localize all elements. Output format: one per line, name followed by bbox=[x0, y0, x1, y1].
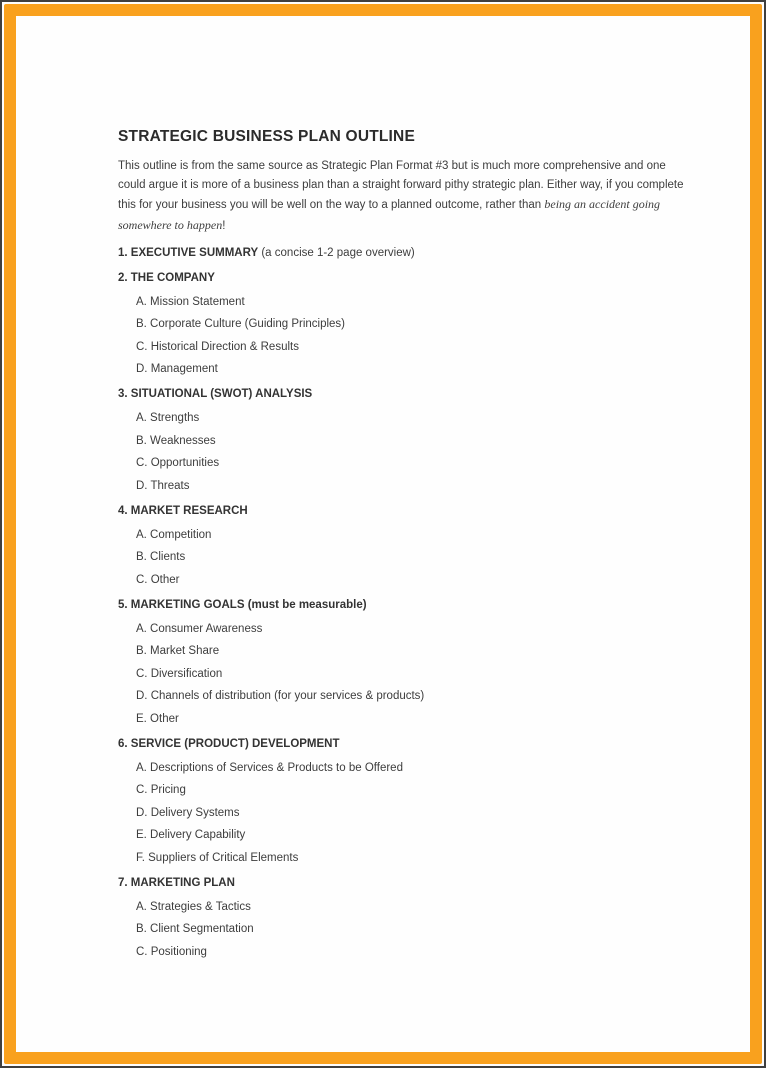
section-heading-label: 5. MARKETING GOALS (must be measurable) bbox=[118, 598, 367, 611]
intro-exclamation: ! bbox=[222, 219, 226, 232]
section-items bbox=[136, 622, 690, 727]
outline-item: A. Competition bbox=[136, 528, 212, 541]
orange-border-frame bbox=[4, 4, 762, 1064]
section-heading-label: 1. EXECUTIVE SUMMARY bbox=[118, 246, 259, 259]
section-heading bbox=[118, 387, 690, 402]
section-heading bbox=[118, 598, 690, 613]
outline-item: C. Pricing bbox=[136, 784, 186, 797]
section-items bbox=[136, 295, 690, 378]
intro-paragraph bbox=[118, 157, 690, 236]
outline-item: A. Consumer Awareness bbox=[136, 622, 263, 635]
section-heading-label: 4. MARKET RESEARCH bbox=[118, 504, 248, 517]
section-heading-label: 3. SITUATIONAL (SWOT) ANALYSIS bbox=[118, 388, 313, 401]
section-heading-label: 2. THE COMPANY bbox=[118, 271, 215, 284]
outline-item: D. Management bbox=[136, 363, 218, 376]
section-heading bbox=[118, 271, 690, 286]
intro-text: This outline is from the same source as Strategic Plan Format #3 but is much more comprehensive and one could argue it is more of a business plan than a straight forward pithy strategic plan. Either way, if you complete this for your business you will be well on the way to a planned outcome, rather than bbox=[118, 160, 684, 212]
section-items bbox=[136, 761, 690, 866]
outline-item: D. Channels of distribution (for your services & products) bbox=[136, 690, 425, 703]
section-heading bbox=[118, 737, 690, 752]
document-title: STRATEGIC BUSINESS PLAN OUTLINE bbox=[118, 128, 415, 145]
outline-item: A. Strategies & Tactics bbox=[136, 900, 251, 913]
section-heading-suffix: (a concise 1-2 page overview) bbox=[258, 246, 415, 259]
outline-item: F. Suppliers of Critical Elements bbox=[136, 851, 299, 864]
document-page bbox=[118, 126, 690, 967]
outline-item: C. Historical Direction & Results bbox=[136, 340, 299, 353]
outline-item: D. Delivery Systems bbox=[136, 806, 240, 819]
outline-item: B. Weaknesses bbox=[136, 434, 216, 447]
outline-item: C. Positioning bbox=[136, 945, 207, 958]
section-items bbox=[136, 528, 690, 588]
section-heading-label: 7. MARKETING PLAN bbox=[118, 876, 235, 889]
outline-item: B. Market Share bbox=[136, 645, 220, 658]
outline-item: E. Delivery Capability bbox=[136, 829, 246, 842]
outline-item: A. Strengths bbox=[136, 412, 200, 425]
section-heading bbox=[118, 246, 690, 261]
outline-item: D. Threats bbox=[136, 479, 190, 492]
outline-item: A. Descriptions of Services & Products to be Offered bbox=[136, 761, 403, 774]
outline-item: C. Opportunities bbox=[136, 457, 220, 470]
intro-italic-text: being an accident going somewhere to happen bbox=[118, 197, 661, 232]
outline-item: B. Corporate Culture (Guiding Principles) bbox=[136, 318, 346, 331]
outline-sections bbox=[118, 246, 690, 960]
outline-item: A. Mission Statement bbox=[136, 295, 245, 308]
outline-item: B. Clients bbox=[136, 551, 186, 564]
outline-item: C. Other bbox=[136, 573, 180, 586]
outline-item: C. Diversification bbox=[136, 667, 223, 680]
section-heading bbox=[118, 504, 690, 519]
section-heading bbox=[118, 876, 690, 891]
outline-item: E. Other bbox=[136, 712, 179, 725]
section-items bbox=[136, 900, 690, 960]
section-items bbox=[136, 411, 690, 494]
section-heading-label: 6. SERVICE (PRODUCT) DEVELOPMENT bbox=[118, 737, 340, 750]
outline-item: B. Client Segmentation bbox=[136, 923, 254, 936]
